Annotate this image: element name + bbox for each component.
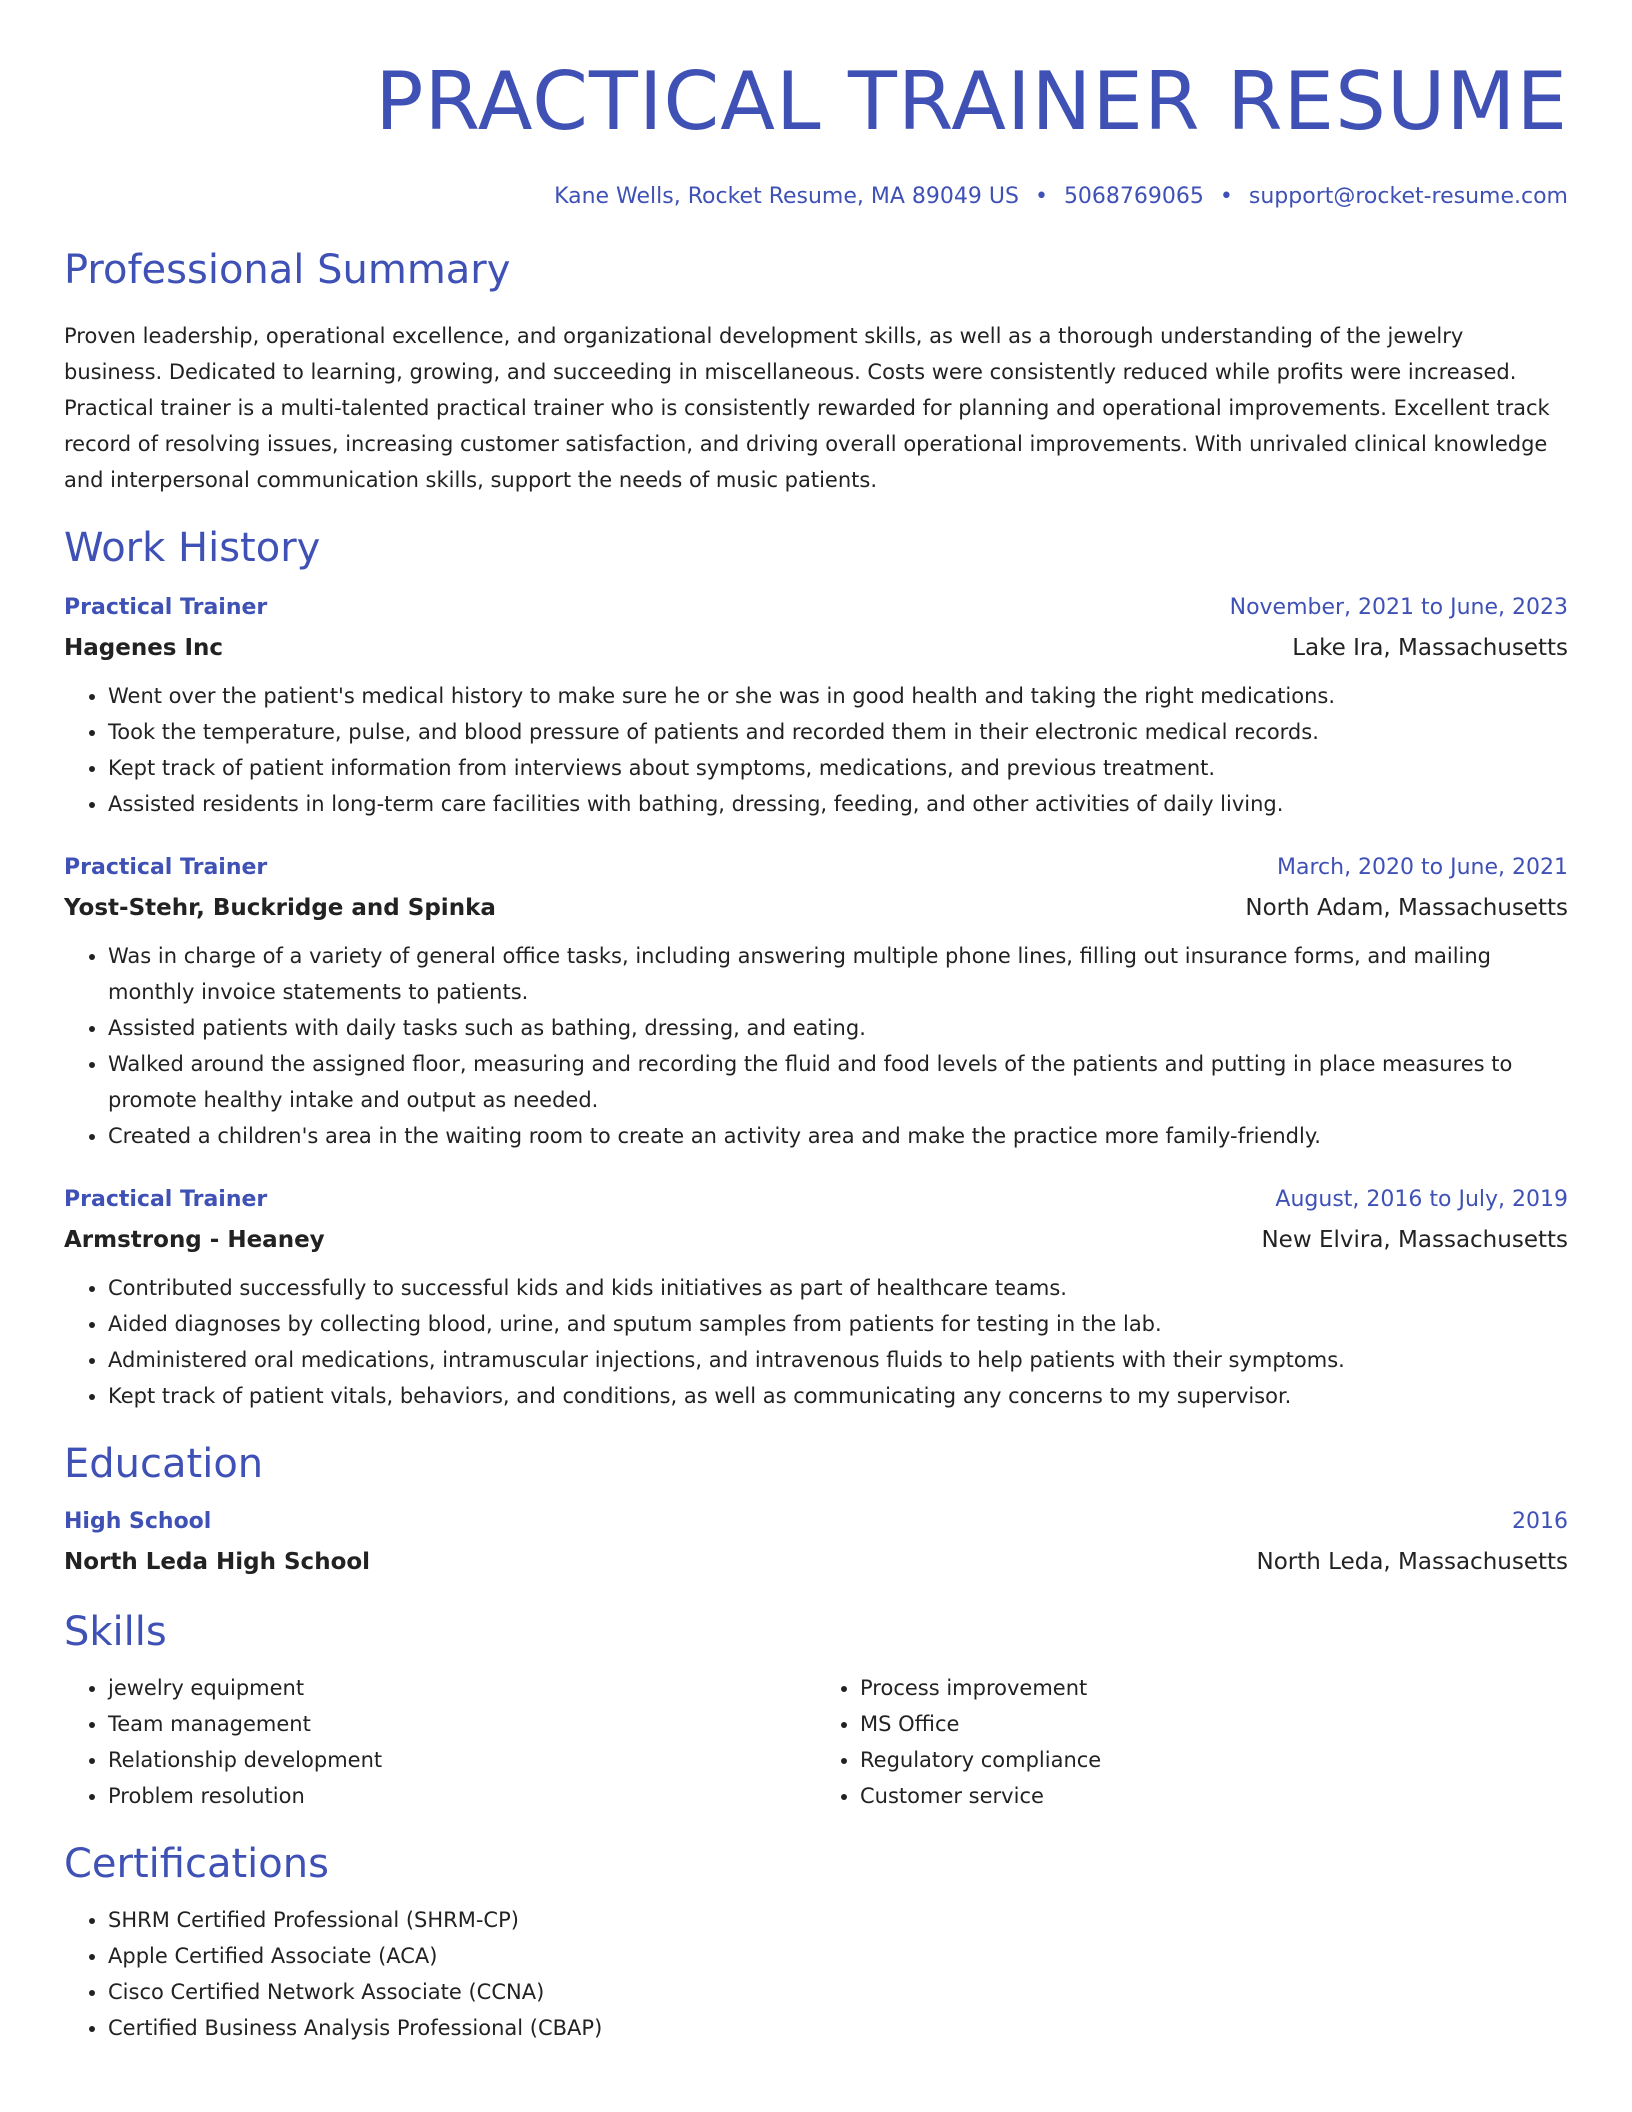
list-item: • Process improvement — [860, 1670, 1568, 1706]
certifications-heading: Certifications — [64, 1841, 329, 1887]
list-item: • Cisco Certified Network Associate (CCNA) — [108, 1974, 1568, 2010]
list-item: • jewelry equipment — [108, 1670, 816, 1706]
list-item: • Assisted patients with daily tasks such as bathing, dressing, and eating. — [108, 1010, 1568, 1046]
list-item: • Kept track of patient information from interviews about symptoms, medications, and previous treatment. — [108, 750, 1568, 786]
job-location: North Adam, Massachusetts — [1245, 895, 1568, 921]
list-item: • Certified Business Analysis Professional (CBAP) — [108, 2010, 1568, 2046]
job-title: Practical Trainer — [64, 595, 268, 620]
contact-line — [64, 182, 1568, 212]
school-location: North Leda, Massachusetts — [1256, 1549, 1568, 1575]
skills-list-left — [64, 1670, 816, 1814]
certifications-list — [64, 1902, 1568, 2046]
list-item: • Went over the patient's medical history to make sure he or she was in good health and taking the right medications. — [108, 678, 1568, 714]
company-name: Hagenes Inc — [64, 635, 224, 661]
list-item: • SHRM Certified Professional (SHRM-CP) — [108, 1902, 1568, 1938]
job-entry — [64, 588, 1568, 822]
list-item: • Created a children's area in the waiting room to create an activity area and make the practice more family-friendly. — [108, 1118, 1568, 1154]
company-name: Armstrong - Heaney — [64, 1227, 325, 1253]
summary-text: Proven leadership, operational excellence, and organizational development skills, as well as a thorough understanding of the jewelry business. Dedicated to learning, growing, and succeeding in miscellaneous. Costs were consistently reduced while profits were increased. Practical trainer is a multi-talented practical trainer who is consistently rewarded for planning and operational improvements. Excellent track record of resolving issues, increasing customer satisfaction, and driving overall operational improvements. With unrivaled clinical knowledge and interpersonal communication skills, support the needs of music patients. — [64, 324, 1550, 492]
list-item: • Assisted residents in long-term care facilities with bathing, dressing, feeding, and other activities of daily living. — [108, 786, 1568, 822]
job-title: Practical Trainer — [64, 1187, 268, 1212]
school-name: North Leda High School — [64, 1549, 371, 1575]
list-item: • Regulatory compliance — [860, 1742, 1568, 1778]
list-item: • Customer service — [860, 1778, 1568, 1814]
job-dates: March, 2020 to June, 2021 — [1277, 855, 1568, 880]
contact-separator: • — [1219, 184, 1233, 209]
degree: High School — [64, 1509, 212, 1534]
job-dates: November, 2021 to June, 2023 — [1229, 595, 1568, 620]
job-location: New Elvira, Massachusetts — [1261, 1227, 1568, 1253]
job-location: Lake Ira, Massachusetts — [1292, 635, 1568, 661]
education-entry — [64, 1502, 1568, 1582]
list-item: • MS Office — [860, 1706, 1568, 1742]
list-item: • Took the temperature, pulse, and blood pressure of patients and recorded them in their electronic medical records. — [108, 714, 1568, 750]
list-item: • Apple Certified Associate (ACA) — [108, 1938, 1568, 1974]
list-item: • Administered oral medications, intramuscular injections, and intravenous fluids to help patients with their symptoms. — [108, 1342, 1568, 1378]
skills-heading: Skills — [64, 1609, 167, 1655]
skills-list-right — [816, 1670, 1568, 1814]
job-entry — [64, 848, 1568, 1154]
list-item: • Was in charge of a variety of general office tasks, including answering multiple phone lines, filling out insurance forms, and mailing monthly invoice statements to patients. — [108, 938, 1568, 1010]
list-item: • Problem resolution — [108, 1778, 816, 1814]
list-item: • Contributed successfully to successful kids and kids initiatives as part of healthcare teams. — [108, 1270, 1568, 1306]
contact-separator: • — [1034, 184, 1048, 209]
list-item: • Relationship development — [108, 1742, 816, 1778]
list-item: • Kept track of patient vitals, behaviors, and conditions, as well as communicating any concerns to my supervisor. — [108, 1378, 1568, 1414]
resume-page — [64, 0, 1568, 2046]
skills-grid — [64, 1660, 1568, 1814]
job-dates: August, 2016 to July, 2019 — [1275, 1187, 1568, 1212]
work-history-heading: Work History — [64, 525, 321, 571]
company-name: Yost-Stehr, Buckridge and Spinka — [64, 895, 496, 921]
list-item: • Walked around the assigned floor, measuring and recording the fluid and food levels of the patients and putting in place measures to promote healthy intake and output as needed. — [108, 1046, 1568, 1118]
contact-address: Kane Wells, Rocket Resume, MA 89049 US — [554, 184, 1019, 209]
list-item: • Aided diagnoses by collecting blood, urine, and sputum samples from patients for testing in the lab. — [108, 1306, 1568, 1342]
contact-phone: 5068769065 — [1063, 184, 1204, 209]
list-item: • Team management — [108, 1706, 816, 1742]
education-heading: Education — [64, 1441, 264, 1487]
contact-email: support@rocket-resume.com — [1248, 184, 1568, 209]
job-bullets — [64, 938, 1568, 1154]
job-title: Practical Trainer — [64, 855, 268, 880]
graduation-year: 2016 — [1512, 1509, 1568, 1534]
summary-heading: Professional Summary — [64, 247, 511, 293]
job-bullets — [64, 1270, 1568, 1414]
job-bullets — [64, 678, 1568, 822]
job-entry — [64, 1180, 1568, 1414]
resume-title: PRACTICAL TRAINER RESUME — [375, 55, 1568, 148]
